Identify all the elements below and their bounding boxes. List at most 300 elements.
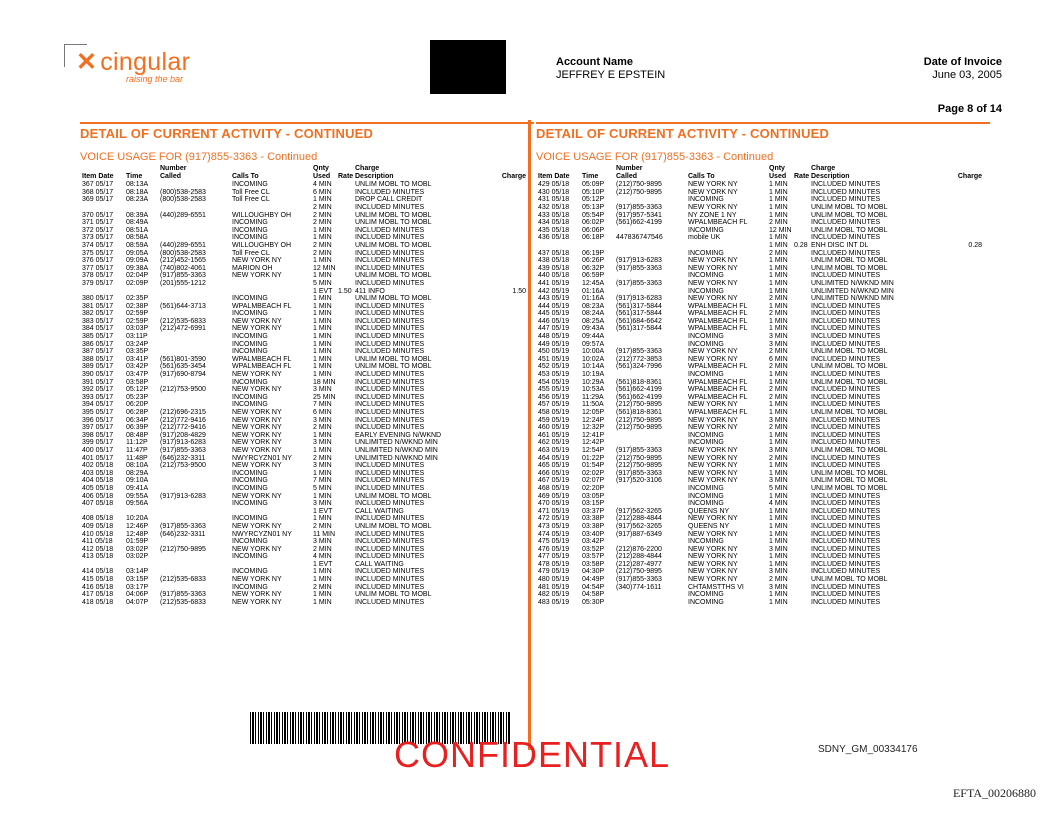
item-date-cell: 480 05/19 <box>538 576 570 584</box>
qty-cell: 1 MIN <box>769 196 788 204</box>
calls-to-cell: NEW YORK NY <box>688 454 738 462</box>
item-date-cell: 412 05/18 <box>82 545 114 553</box>
qty-cell: 1 MIN <box>769 302 788 310</box>
time-cell: 06:39P <box>126 424 149 432</box>
time-cell: 12:48P <box>126 530 149 538</box>
time-cell: 10:53A <box>582 386 605 394</box>
time-cell: 06:32P <box>582 264 605 272</box>
hdr-qnty: Qnty <box>769 165 785 172</box>
time-cell: 04:07P <box>126 598 149 606</box>
qty-cell: 1 MIN <box>769 530 788 538</box>
table-row <box>80 348 534 356</box>
time-cell: 05:13P <box>582 203 605 211</box>
qty-cell: 2 MIN <box>313 454 332 462</box>
table-row <box>80 462 534 470</box>
calls-to-cell: INCOMING <box>232 477 268 485</box>
description-cell: INCLUDED MINUTES <box>811 249 881 257</box>
item-date-cell: 385 05/17 <box>82 333 114 341</box>
invoice-date: June 03, 2005 <box>932 69 1002 81</box>
qty-cell: 1 MIN <box>313 310 332 318</box>
table-row <box>80 379 534 387</box>
calls-to-cell: INCOMING <box>688 249 724 257</box>
item-date-cell: 458 05/19 <box>538 409 570 416</box>
time-cell: 03:42P <box>126 363 149 371</box>
table-row <box>80 250 534 258</box>
hdr-charge-top: Charge <box>355 165 380 172</box>
table-row <box>536 379 990 387</box>
table-row <box>536 204 990 212</box>
item-date-cell: 438 05/18 <box>538 257 570 265</box>
time-cell: 08:23A <box>582 302 605 310</box>
table-row <box>536 363 990 371</box>
qty-cell: 1 MIN <box>769 522 788 530</box>
table-row <box>536 531 990 539</box>
description-cell: INCLUDED MINUTES <box>811 522 881 530</box>
item-date-cell: 408 05/18 <box>82 515 114 523</box>
description-cell: INCLUDED MINUTES <box>811 333 881 341</box>
item-date-cell: 411 05/18 <box>82 538 113 546</box>
qty-cell: 1 MIN <box>769 272 788 280</box>
description-cell: UNLIM MOBL TO MOBL <box>811 469 888 477</box>
calls-to-cell: INCOMING <box>232 310 268 318</box>
hdr-charge: Charge <box>957 172 982 180</box>
account-label: Account Name <box>556 56 634 68</box>
time-cell: 05:10P <box>582 188 605 196</box>
account-name: JEFFREY E EPSTEIN <box>556 69 666 81</box>
time-cell: 09:55A <box>126 492 149 500</box>
description-cell: INCLUDED MINUTES <box>811 507 881 515</box>
calls-to-cell: NEW YORK NY <box>688 545 738 553</box>
table-row <box>80 181 534 189</box>
item-date-cell: 402 05/18 <box>82 462 114 470</box>
table-row <box>536 348 990 356</box>
item-date-cell: 382 05/17 <box>82 310 114 318</box>
calls-to-cell: WPALMBEACH FL <box>688 219 748 227</box>
description-cell: INCLUDED MINUTES <box>811 234 881 242</box>
time-cell: 04:49P <box>582 576 605 584</box>
description-cell: INCLUDED MINUTES <box>811 424 881 432</box>
hdr-charge: Charge <box>501 172 526 180</box>
qty-cell: 2 MIN <box>769 219 788 227</box>
number-cell: (800)538-2583 <box>160 188 206 196</box>
table-row <box>536 280 990 288</box>
invoice-label: Date of Invoice <box>923 56 1002 68</box>
item-date-cell: 388 05/17 <box>82 355 114 363</box>
item-date-cell: 369 05/17 <box>82 196 114 204</box>
qty-cell: 2 MIN <box>313 424 332 432</box>
time-cell: 08:25A <box>582 317 605 325</box>
call-rows-right <box>536 181 990 606</box>
description-cell: INCLUDED MINUTES <box>355 249 425 257</box>
number-cell: (212)750-9895 <box>616 181 662 189</box>
time-cell: 04:58P <box>582 591 605 599</box>
description-cell: UNLIM MOBL TO MOBL <box>811 363 888 371</box>
qty-cell: 3 MIN <box>769 545 788 553</box>
time-cell: 02:09P <box>126 279 149 287</box>
qty-cell: 12 MIN <box>313 264 336 272</box>
description-cell: UNLIM MOBL TO MOBL <box>811 264 888 272</box>
qty-cell: 3 MIN <box>313 462 332 470</box>
time-cell: 08:48P <box>126 431 149 439</box>
number-cell: (917)913-6283 <box>160 492 206 500</box>
table-row <box>536 470 990 478</box>
item-date-cell: 410 05/18 <box>82 530 114 538</box>
item-date-cell: 409 05/18 <box>82 522 114 530</box>
table-row <box>80 257 534 265</box>
time-cell: 03:35P <box>126 348 149 356</box>
number-cell: (917)562-3265 <box>616 507 662 515</box>
calls-to-cell: Toll Free CL <box>232 188 270 196</box>
time-cell: 10:00A <box>582 348 605 356</box>
description-cell: INCLUDED MINUTES <box>355 257 425 265</box>
table-row <box>80 591 534 599</box>
table-row <box>536 356 990 364</box>
table-row <box>80 439 534 447</box>
table-header-right <box>536 165 990 180</box>
number-cell: (212)772-9416 <box>160 424 206 432</box>
hdr-calls-to: Calls To <box>688 172 715 180</box>
item-date-cell: 441 05/19 <box>538 279 570 287</box>
time-cell: 08:10A <box>126 462 149 470</box>
number-cell: (212)472-6991 <box>160 325 206 333</box>
description-cell: INCLUDED MINUTES <box>811 188 881 196</box>
time-cell: 08:13A <box>126 181 149 189</box>
table-row <box>80 242 534 250</box>
description-cell: UNLIMITED N/WKND MIN <box>811 279 894 287</box>
time-cell: 03:15P <box>126 576 149 584</box>
calls-to-cell: Toll Free CL <box>232 196 270 204</box>
qty-cell: 1 MIN <box>769 598 788 606</box>
qty-cell: 1 MIN <box>313 325 332 333</box>
calls-to-cell: NEW YORK NY <box>232 416 282 424</box>
number-cell: (800)538-2583 <box>160 249 206 257</box>
description-cell: INCLUDED MINUTES <box>811 568 881 576</box>
description-cell: UNLIM MOBL TO MOBL <box>811 477 888 485</box>
qty-cell: 1 MIN <box>769 515 788 523</box>
item-date-cell: 443 05/19 <box>538 295 570 303</box>
calls-to-cell: INCOMING <box>688 598 724 606</box>
number-cell: (440)289-6551 <box>160 241 206 249</box>
item-date-cell: 374 05/17 <box>82 241 114 249</box>
qty-cell: 1 EVT <box>313 560 333 568</box>
item-date-cell: 448 05/19 <box>538 333 570 341</box>
time-cell: 12:42P <box>582 439 605 447</box>
qty-cell: 1 MIN <box>769 553 788 561</box>
qty-cell: 25 MIN <box>313 393 336 401</box>
qty-cell: 3 MIN <box>769 333 788 341</box>
calls-to-cell: NEW YORK NY <box>232 522 282 530</box>
time-cell: 03:15P <box>582 500 605 508</box>
description-cell: INCLUDED MINUTES <box>355 371 425 379</box>
description-cell: INCLUDED MINUTES <box>811 530 881 538</box>
description-cell: UNLIM MOBL TO MOBL <box>355 363 432 371</box>
number-cell: (212)535-6833 <box>160 598 206 606</box>
table-row <box>80 546 534 554</box>
hdr-item-date: Item Date <box>82 172 114 180</box>
item-date-cell: 476 05/19 <box>538 545 570 553</box>
description-cell: INCLUDED MINUTES <box>811 492 881 500</box>
description-cell: INCLUDED MINUTES <box>355 469 425 477</box>
calls-to-cell: NEW YORK NY <box>688 576 738 584</box>
description-cell: INCLUDED MINUTES <box>811 386 881 394</box>
description-cell: INCLUDED MINUTES <box>355 530 425 538</box>
item-date-cell: 470 05/19 <box>538 500 570 508</box>
number-cell: (212)876-2200 <box>616 545 662 553</box>
calls-to-cell: INCOMING <box>232 401 268 409</box>
table-row <box>80 432 534 440</box>
description-cell: UNLIM MOBL TO MOBL <box>355 219 432 227</box>
number-cell: (212)452-1565 <box>160 257 206 265</box>
description-cell: ENH DISC INT DL <box>811 241 869 249</box>
table-row <box>80 531 534 539</box>
calls-to-cell: NEW YORK NY <box>688 560 738 568</box>
qty-cell: 6 MIN <box>769 355 788 363</box>
item-date-cell: 387 05/17 <box>82 348 114 356</box>
calls-to-cell: NEW YORK NY <box>688 515 738 523</box>
qty-cell: 1 MIN <box>769 431 788 439</box>
item-date-cell: 380 05/17 <box>82 295 114 303</box>
qty-cell: 3 MIN <box>769 477 788 485</box>
description-cell: INCLUDED MINUTES <box>811 538 881 546</box>
qty-cell: 2 MIN <box>313 211 332 219</box>
table-row <box>80 515 534 523</box>
description-cell: INCLUDED MINUTES <box>355 325 425 333</box>
item-date-cell: 416 05/18 <box>82 583 114 591</box>
qty-cell: 1 MIN <box>769 264 788 272</box>
time-cell: 11:47P <box>126 446 148 454</box>
calls-to-cell: WILLOUGHBY OH <box>232 211 291 219</box>
calls-to-cell: WPALMBEACH FL <box>232 302 292 310</box>
table-row <box>536 538 990 546</box>
calls-to-cell: WPALMBEACH FL <box>232 363 292 371</box>
item-date-cell: 407 05/18 <box>82 500 114 508</box>
time-cell: 09:44A <box>582 333 605 341</box>
table-row <box>80 394 534 402</box>
description-cell: INCLUDED MINUTES <box>355 333 425 341</box>
table-row <box>536 219 990 227</box>
number-cell: (917)208-4829 <box>160 431 206 439</box>
calls-to-cell: INCOMING <box>232 515 268 523</box>
qty-cell: 7 MIN <box>313 477 332 485</box>
time-cell: 08:58A <box>126 234 149 242</box>
calls-to-cell: NEW YORK NY <box>688 264 738 272</box>
item-date-cell: 446 05/19 <box>538 317 570 325</box>
time-cell: 09:09A <box>126 257 149 265</box>
calls-to-cell: CHTAMSTTHS VI <box>688 583 744 591</box>
logo-tagline: raising the bar <box>126 74 184 84</box>
item-date-cell: 397 05/17 <box>82 424 114 432</box>
description-cell: UNLIM MOBL TO MOBL <box>811 226 888 234</box>
number-cell: (212)696-2315 <box>160 409 206 416</box>
calls-to-cell: NEW YORK NY <box>688 257 738 265</box>
item-date-cell: 444 05/19 <box>538 302 570 310</box>
table-row <box>536 386 990 394</box>
description-cell: CALL WAITING <box>355 560 404 568</box>
item-date-cell: 430 05/18 <box>538 188 570 196</box>
item-date-cell: 483 05/19 <box>538 598 570 606</box>
time-cell: 04:06P <box>126 591 149 599</box>
table-row <box>536 576 990 584</box>
time-cell: 03:14P <box>126 568 149 576</box>
time-cell: 10:20A <box>126 515 149 523</box>
item-date-cell: 395 05/17 <box>82 409 114 416</box>
qty-cell: 1 MIN <box>769 439 788 447</box>
description-cell: INCLUDED MINUTES <box>355 545 425 553</box>
time-cell: 03:03P <box>126 325 149 333</box>
qty-cell: 2 MIN <box>769 386 788 394</box>
description-cell: INCLUDED MINUTES <box>355 310 425 318</box>
qty-cell: 1 MIN <box>769 462 788 470</box>
number-cell: (917)855-3363 <box>160 591 206 599</box>
number-cell: (561)317-5844 <box>616 302 662 310</box>
item-date-cell: 437 05/18 <box>538 249 570 257</box>
qty-cell: 1 MIN <box>313 234 332 242</box>
rate-cell: 0.28 <box>794 241 808 249</box>
table-row <box>80 341 534 349</box>
calls-to-cell: INCOMING <box>232 348 268 356</box>
item-date-cell: 379 05/17 <box>82 279 114 287</box>
number-cell: (212)750-9895 <box>616 401 662 409</box>
qty-cell: 1 MIN <box>313 340 332 348</box>
table-row <box>80 538 534 546</box>
time-cell: 05:12P <box>126 386 149 394</box>
table-row <box>80 477 534 485</box>
table-row <box>536 341 990 349</box>
number-cell: (917)690-8794 <box>160 371 206 379</box>
table-row <box>536 584 990 592</box>
item-date-cell: 400 05/17 <box>82 446 114 454</box>
qty-cell: 5 MIN <box>769 484 788 492</box>
time-cell: 12:41P <box>582 431 605 439</box>
qty-cell: 1 MIN <box>313 226 332 234</box>
item-date-cell: 396 05/17 <box>82 416 114 424</box>
time-cell: 03:02P <box>126 545 149 553</box>
description-cell: INCLUDED MINUTES <box>811 591 881 599</box>
number-cell: (561)662-4199 <box>616 393 662 401</box>
hdr-called: Called <box>616 172 638 180</box>
hdr-used: Used <box>313 172 331 180</box>
calls-to-cell: WPALMBEACH FL <box>688 363 748 371</box>
qty-cell: 1 MIN <box>769 287 788 295</box>
calls-to-cell: INCOMING <box>688 333 724 341</box>
qty-cell: 1 MIN <box>313 272 332 280</box>
description-cell: INCLUDED MINUTES <box>811 416 881 424</box>
description-cell: INCLUDED MINUTES <box>355 576 425 584</box>
calls-to-cell: WPALMBEACH FL <box>688 317 748 325</box>
number-cell: (917)855-3363 <box>160 272 206 280</box>
description-cell: INCLUDED MINUTES <box>355 401 425 409</box>
table-row <box>536 424 990 432</box>
calls-to-cell: INCOMING <box>232 538 268 546</box>
description-cell: UNLIM MOBL TO MOBL <box>811 203 888 211</box>
calls-to-cell: NEW YORK NY <box>232 371 282 379</box>
calls-to-cell: NEW YORK NY <box>688 424 738 432</box>
time-cell: 06:26P <box>582 257 605 265</box>
time-cell: 08:29A <box>126 469 149 477</box>
hdr-item-date: Item Date <box>538 172 570 180</box>
qty-cell: 1 MIN <box>313 348 332 356</box>
description-cell: UNLIM MOBL TO MOBL <box>811 211 888 219</box>
time-cell: 04:54P <box>582 583 605 591</box>
description-cell: INCLUDED MINUTES <box>811 454 881 462</box>
description-cell: INCLUDED MINUTES <box>811 219 881 227</box>
item-date-cell: 461 05/19 <box>538 431 570 439</box>
efta-number: EFTA_00206880 <box>952 786 1036 800</box>
time-cell: 01:54P <box>582 462 605 470</box>
number-cell: (740)802-4061 <box>160 264 206 272</box>
calls-to-cell: WPALMBEACH FL <box>688 325 748 333</box>
qty-cell: 3 MIN <box>769 416 788 424</box>
item-date-cell: 452 05/19 <box>538 363 570 371</box>
item-date-cell: 401 05/17 <box>82 454 114 462</box>
description-cell: UNLIM MOBL TO MOBL <box>811 348 888 356</box>
description-cell: INCLUDED MINUTES <box>355 515 425 523</box>
calls-to-cell: NWYRCYZN01 NY <box>232 454 292 462</box>
item-date-cell: 481 05/19 <box>538 583 570 591</box>
item-date-cell: 403 05/18 <box>82 469 114 477</box>
qty-cell: 2 MIN <box>313 545 332 553</box>
calls-to-cell: NEW YORK NY <box>688 181 738 189</box>
time-cell: 09:38A <box>126 264 149 272</box>
number-cell: (212)750-9895 <box>616 416 662 424</box>
item-date-cell: 415 05/18 <box>82 576 114 584</box>
time-cell: 01:16A <box>582 287 605 295</box>
number-cell: (917)913-6283 <box>160 439 206 447</box>
qty-cell: 3 MIN <box>313 538 332 546</box>
qty-cell: 3 MIN <box>313 439 332 447</box>
description-cell: INCLUDED MINUTES <box>355 393 425 401</box>
calls-to-cell: INCOMING <box>232 226 268 234</box>
time-cell: 08:39A <box>126 211 149 219</box>
table-row <box>536 599 990 607</box>
qty-cell: 1 MIN <box>769 181 788 189</box>
table-row <box>80 424 534 432</box>
qty-cell: 1 MIN <box>313 355 332 363</box>
item-date-cell: 436 05/18 <box>538 234 570 242</box>
calls-to-cell: NEW YORK NY <box>688 568 738 576</box>
cingular-logo <box>76 50 190 84</box>
qty-cell: 3 MIN <box>769 446 788 454</box>
calls-to-cell: INCOMING <box>688 226 724 234</box>
description-cell: INCLUDED MINUTES <box>355 538 425 546</box>
item-date-cell: 464 05/19 <box>538 454 570 462</box>
time-cell: 06:19P <box>582 249 605 257</box>
time-cell: 03:40P <box>582 530 605 538</box>
calls-to-cell: NEW YORK NY <box>688 462 738 470</box>
description-cell: UNLIM MOBL TO MOBL <box>355 241 432 249</box>
time-cell: 03:11P <box>126 333 148 341</box>
number-cell: (212)753-9500 <box>160 386 206 394</box>
qty-cell: 1 MIN <box>313 302 332 310</box>
calls-to-cell: NEW YORK NY <box>232 257 282 265</box>
qty-cell: 4 MIN <box>313 553 332 561</box>
redaction-box <box>430 40 506 94</box>
time-cell: 09:43A <box>582 325 605 333</box>
table-row <box>80 447 534 455</box>
item-date-cell: 451 05/19 <box>538 355 570 363</box>
calls-to-cell: NEW YORK NY <box>232 272 282 280</box>
table-row <box>536 295 990 303</box>
calls-to-cell: WILLOUGHBY OH <box>232 241 291 249</box>
hdr-number: Number <box>160 165 187 172</box>
table-row <box>536 196 990 204</box>
time-cell: 10:14A <box>582 363 605 371</box>
description-cell: INCLUDED MINUTES <box>355 203 425 211</box>
description-cell: INCLUDED MINUTES <box>355 477 425 485</box>
item-date-cell: 474 05/19 <box>538 530 570 538</box>
description-cell: INCLUDED MINUTES <box>355 484 425 492</box>
qty-cell: 1 MIN <box>313 469 332 477</box>
